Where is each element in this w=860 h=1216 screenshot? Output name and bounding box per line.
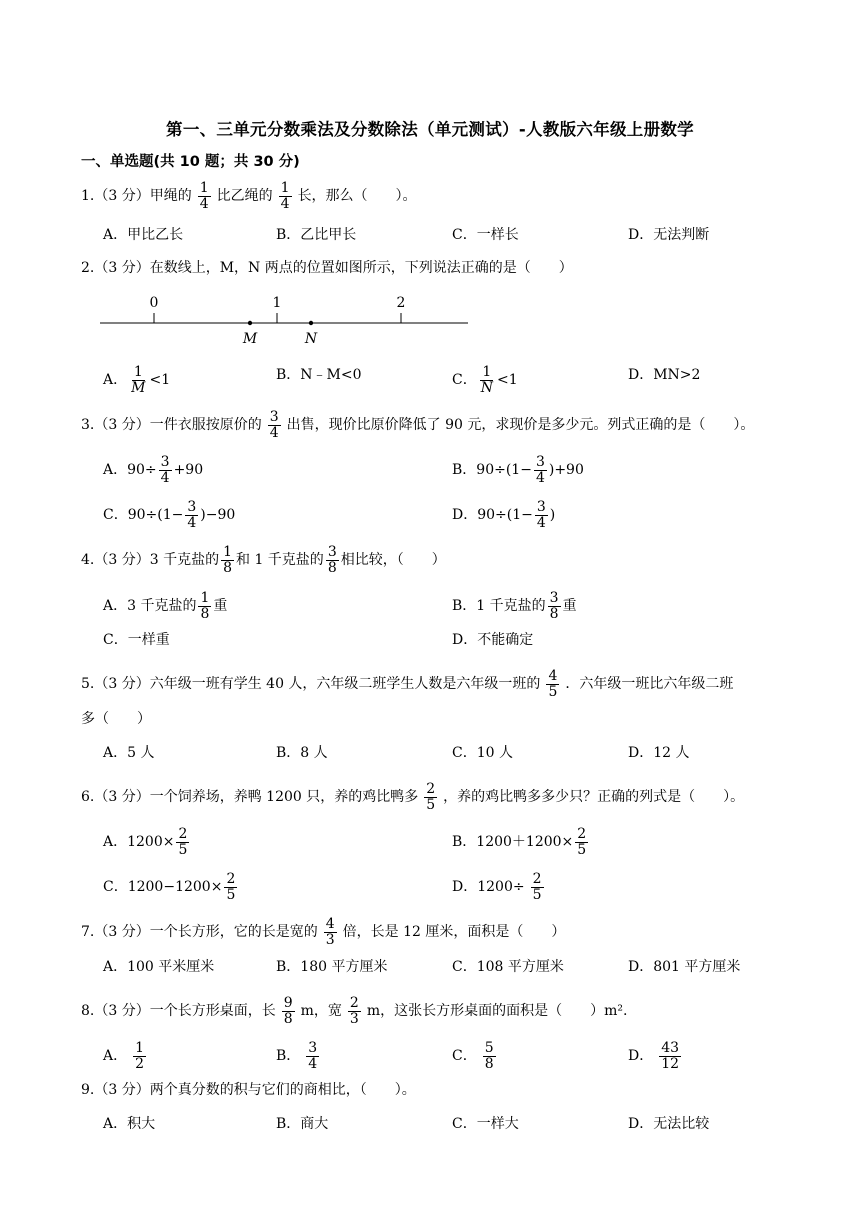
option-c[interactable]: C．一样长	[452, 227, 519, 243]
question-3: 3.（3 分）一件衣服按原价的 $\frac{3}{4}$ 出售，现价比原价降低了 90 元，求现价是多少元。列式正确的是（ ）。	[81, 409, 755, 441]
option-b[interactable]: B．8 人	[276, 745, 328, 761]
option-d[interactable]: D．MN>2	[628, 367, 701, 383]
question-5-line-2: 多（ ）	[81, 711, 151, 727]
option-d[interactable]: D． $\frac{43}{12}$	[628, 1040, 680, 1072]
fraction: $\frac{1}{8}$	[200, 590, 210, 622]
question-6: 6.（3 分）一个饲养场，养鸭 1200 只，养的鸡比鸭多 $\frac{2}{5}$ ，养的鸡比鸭多多少只？正确的列式是（ ）。	[81, 781, 745, 813]
point-m	[248, 321, 252, 325]
fraction: $\frac{1}{N}$	[480, 364, 493, 396]
fraction: $\frac{3}{8}$	[327, 544, 337, 576]
fraction: $\frac{2}{5}$	[226, 871, 236, 903]
option-b[interactable]: B．乙比甲长	[276, 227, 357, 243]
tick-label: 0	[149, 295, 159, 311]
option-a[interactable]: A．5 人	[103, 745, 155, 761]
fraction: $\frac{2}{5}$	[532, 871, 542, 903]
fraction: $\frac{3}{4}$	[269, 409, 279, 441]
question-7: 7.（3 分）一个长方形，它的长是宽的 $\frac{4}{3}$ 倍，长是 12 厘米，面积是（ ）	[81, 916, 566, 948]
option-a[interactable]: A．90÷ $\frac{3}{4}$ +90	[103, 454, 204, 486]
option-b[interactable]: B．1200＋1200× $\frac{2}{5}$	[452, 826, 587, 858]
fraction: $\frac{3}{8}$	[549, 590, 559, 622]
tick-label: 1	[272, 295, 282, 311]
number-line-figure	[100, 290, 472, 350]
point-n-label: N	[304, 331, 318, 347]
tick-label: 2	[396, 295, 406, 311]
fraction: $\frac{3}{4}$	[536, 499, 546, 531]
fraction: $\frac{1}{2}$	[135, 1040, 145, 1072]
fraction: $\frac{4}{5}$	[548, 668, 558, 700]
option-b[interactable]: B．N﹣M<0	[276, 367, 362, 383]
fraction: $\frac{2}{5}$	[178, 826, 188, 858]
option-b[interactable]: B． $\frac{3}{4}$	[276, 1040, 318, 1072]
option-c[interactable]: C． $\frac{5}{8}$	[452, 1040, 494, 1072]
option-d[interactable]: D．90÷(1− $\frac{3}{4}$ )	[452, 499, 556, 531]
option-d[interactable]: D．801 平方厘米	[628, 959, 741, 975]
fraction: $\frac{2}{5}$	[577, 826, 587, 858]
fraction: $\frac{43}{12}$	[661, 1040, 680, 1072]
option-a[interactable]: A． $\frac{1}{M}$ <1	[103, 364, 171, 396]
option-a[interactable]: A．100 平米厘米	[103, 959, 215, 975]
question-4: 4.（3 分）3 千克盐的 $\frac{1}{8}$ 和 1 千克盐的 $\frac{3}{8}$ 相比较，（ ）	[81, 544, 446, 576]
fraction: $\frac{3}{4}$	[160, 454, 170, 486]
fraction: $\frac{1}{M}$	[131, 364, 146, 396]
option-a[interactable]: A．甲比乙长	[103, 227, 184, 243]
option-b[interactable]: B．180 平方厘米	[276, 959, 388, 975]
option-d[interactable]: D．无法比较	[628, 1116, 710, 1132]
fraction: $\frac{3}{4}$	[535, 454, 545, 486]
option-b[interactable]: B．90÷(1− $\frac{3}{4}$ )+90	[452, 454, 584, 486]
point-n	[309, 321, 313, 325]
option-c[interactable]: C． $\frac{1}{N}$ <1	[452, 364, 518, 396]
question-2: 2.（3 分）在数线上，M，N 两点的位置如图所示，下列说法正确的是（ ）	[81, 260, 573, 276]
question-9: 9.（3 分）两个真分数的积与它们的商相比，（ ）。	[81, 1082, 416, 1098]
question-5: 5.（3 分）六年级一班有学生 40 人，六年级二班学生人数是六年级一班的 $\frac{4}{5}$ ．六年级一班比六年级二班	[81, 668, 734, 700]
fraction: $\frac{1}{8}$	[223, 544, 232, 576]
option-c[interactable]: C．一样大	[452, 1116, 519, 1132]
option-c[interactable]: C．1200−1200× $\frac{2}{5}$	[103, 871, 236, 903]
fraction: $\frac{1}{4}$	[280, 180, 290, 212]
fraction: $\frac{3}{4}$	[187, 499, 197, 531]
option-a[interactable]: A．3 千克盐的 $\frac{1}{8}$ 重	[103, 590, 228, 622]
fraction: $\frac{2}{5}$	[426, 781, 436, 813]
option-d[interactable]: D．无法判断	[628, 227, 710, 243]
fraction: $\frac{1}{4}$	[199, 180, 209, 212]
question-1-mid: 比乙绳的	[216, 188, 273, 205]
option-b[interactable]: B．商大	[276, 1116, 329, 1132]
option-a[interactable]: A． $\frac{1}{2}$	[103, 1040, 145, 1072]
question-8: 8.（3 分）一个长方形桌面，长 $\frac{9}{8}$ m，宽 $\frac{2}{3}$ m，这张长方形桌面的面积是（ ）m².	[81, 995, 628, 1027]
option-d[interactable]: D．1200÷ $\frac{2}{5}$	[452, 871, 542, 903]
option-c[interactable]: C．10 人	[452, 745, 513, 761]
question-1	[81, 181, 417, 211]
option-a[interactable]: A．积大	[103, 1116, 156, 1132]
option-c[interactable]: C．108 平方厘米	[452, 959, 564, 975]
option-c[interactable]: C．一样重	[103, 632, 170, 648]
question-1-prefix: 1.（3 分）甲绳的	[81, 188, 192, 205]
option-c[interactable]: C．90÷(1− $\frac{3}{4}$ )−90	[103, 499, 236, 531]
option-d[interactable]: D．不能确定	[452, 632, 534, 648]
fraction: $\frac{4}{3}$	[325, 916, 335, 948]
option-b[interactable]: B．1 千克盐的 $\frac{3}{8}$ 重	[452, 590, 577, 622]
fraction: $\frac{2}{3}$	[349, 995, 359, 1027]
section-heading: 一、单选题(共 10 题；共 30 分)	[81, 154, 300, 170]
option-d[interactable]: D．12 人	[628, 745, 690, 761]
option-a[interactable]: A．1200× $\frac{2}{5}$	[103, 826, 188, 858]
point-m-label: M	[242, 331, 258, 347]
fraction: $\frac{9}{8}$	[283, 995, 293, 1027]
fraction: $\frac{5}{8}$	[484, 1040, 494, 1072]
fraction: $\frac{3}{4}$	[308, 1040, 318, 1072]
question-1-suffix: 长，那么（ ）。	[297, 188, 417, 205]
page-title: 第一、三单元分数乘法及分数除法（单元测试）-人教版六年级上册数学	[166, 120, 694, 139]
